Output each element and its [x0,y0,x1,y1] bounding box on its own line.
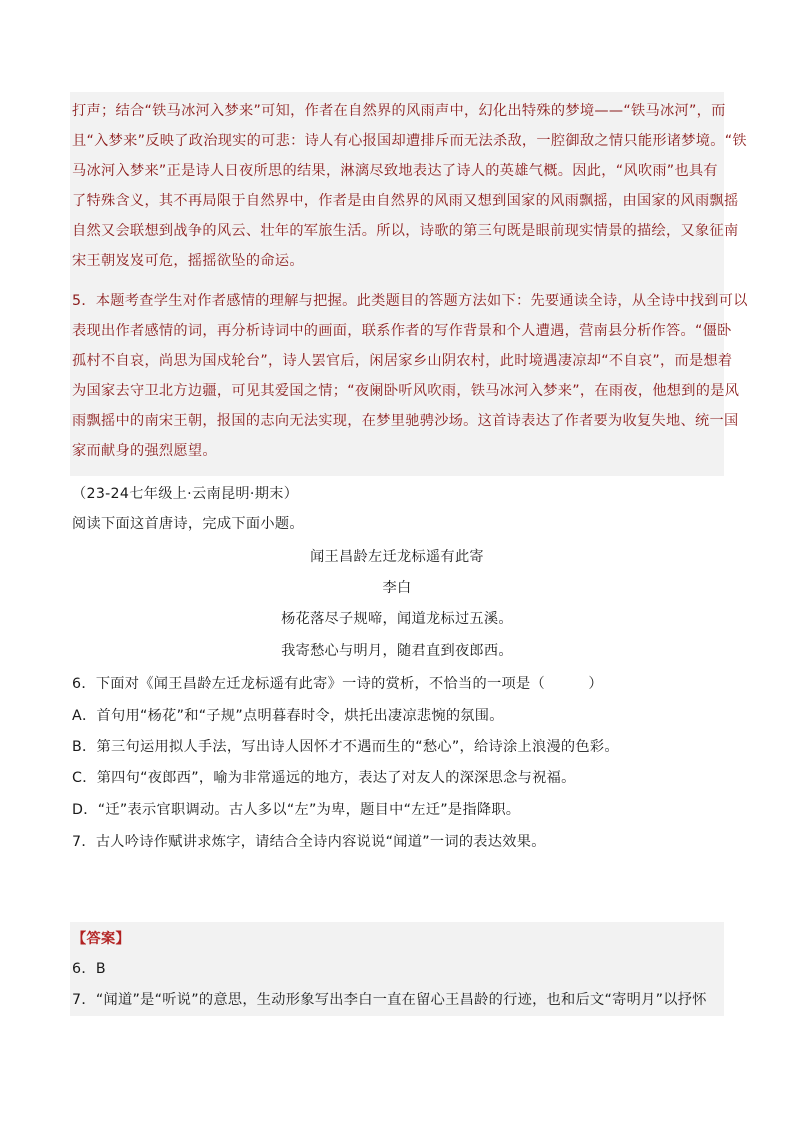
analysis-line: 了特殊含义，其不再局限于自然界中，作者是由自然界的风雨又想到国家的风雨飘摇，由国家的风雨飘摇 [72,193,739,209]
analysis-line: 自然又会联想到战争的风云、壮年的军旅生活。所以，诗歌的第三句既是眼前现实情景的描绘，又象征南 [72,223,739,239]
question-stem: 6．下面对《闻王昌龄左迁龙标遥有此寄》一诗的赏析，不恰当的一项是（ ） [72,676,603,692]
poem-author: 李白 [382,580,412,596]
reading-instruction: 阅读下面这首唐诗，完成下面小题。 [72,516,304,532]
analysis-line: 且“入梦来”反映了政治现实的可悲：诗人有心报国却遭排斥而无法杀敌，一腔御敌之情只能形诸梦境。“铁 [72,133,747,149]
answer-tag: 【答案】 [72,931,130,947]
analysis-line: 马冰河入梦来”正是诗人日夜所思的结果，淋漓尽致地表达了诗人的英雄气概。因此，“风吹雨”也具有 [72,163,718,179]
q5-analysis-line: 雨飘摇中的南宋王朝，报国的志向无法实现，在梦里驰骋沙场。这首诗表达了作者要为收复失地、统一国 [72,413,739,429]
q5-analysis-line: 表现出作者感情的词，再分析诗词中的画面，联系作者的写作背景和个人遭遇，营南县分析作答。“僵卧 [72,323,732,339]
poem-line: 我寄愁心与明月，随君直到夜郎西。 [281,643,513,659]
poem-line: 杨花落尽子规啼，闻道龙标过五溪。 [281,611,513,627]
option-b: B．第三句运用拟人手法，写出诗人因怀才不遇而生的“愁心”，给诗涂上浪漫的色彩。 [72,739,619,755]
q5-analysis-line: 家而献身的强烈愿望。 [72,443,217,459]
poem-title: 闻王昌龄左迁龙标遥有此寄 [310,549,484,565]
answer-7: 7．“闻道”是“听说”的意思，生动形象写出李白一直在留心王昌龄的行迹，也和后文“寄明月”以抒怀 [72,992,707,1008]
q5-analysis-line: 5．本题考查学生对作者感情的理解与把握。此类题目的答题方法如下：先要通读全诗，从全诗中找到可以 [72,293,748,309]
option-d: D．“迁”表示官职调动。古人多以“左”为卑，题目中“左迁”是指降职。 [72,802,521,818]
option-c: C．第四句“夜郎西”，喻为非常遥远的地方，表达了对友人的深深思念与祝福。 [72,770,576,786]
question-7: 7．古人吟诗作赋讲求炼字，请结合全诗内容说说“闻道”一词的表达效果。 [72,834,546,850]
answer-6: 6．B [72,961,106,977]
option-a: A．首句用“杨花”和“子规”点明暮春时令，烘托出凄凉悲惋的氛围。 [72,708,504,724]
q5-analysis-line: 孤村不自哀，尚思为国戍轮台”，诗人罢官后，闲居家乡山阴农村，此时境遇凄凉却“不自哀”，而是想着 [72,353,733,369]
analysis-line: 打声；结合“铁马冰河入梦来”可知，作者在自然界的风雨声中，幻化出特殊的梦境——“铁马冰河”，而 [72,103,726,119]
q5-analysis-line: 为国家去守卫北方边疆，可见其爱国之情；“夜阑卧听风吹雨，铁马冰河入梦来”，在雨夜，他想到的是风 [72,383,740,399]
question-source: （23-24七年级上·云南昆明·期末） [72,486,299,502]
analysis-line: 宋王朝岌岌可危，摇摇欲坠的命运。 [72,253,304,269]
